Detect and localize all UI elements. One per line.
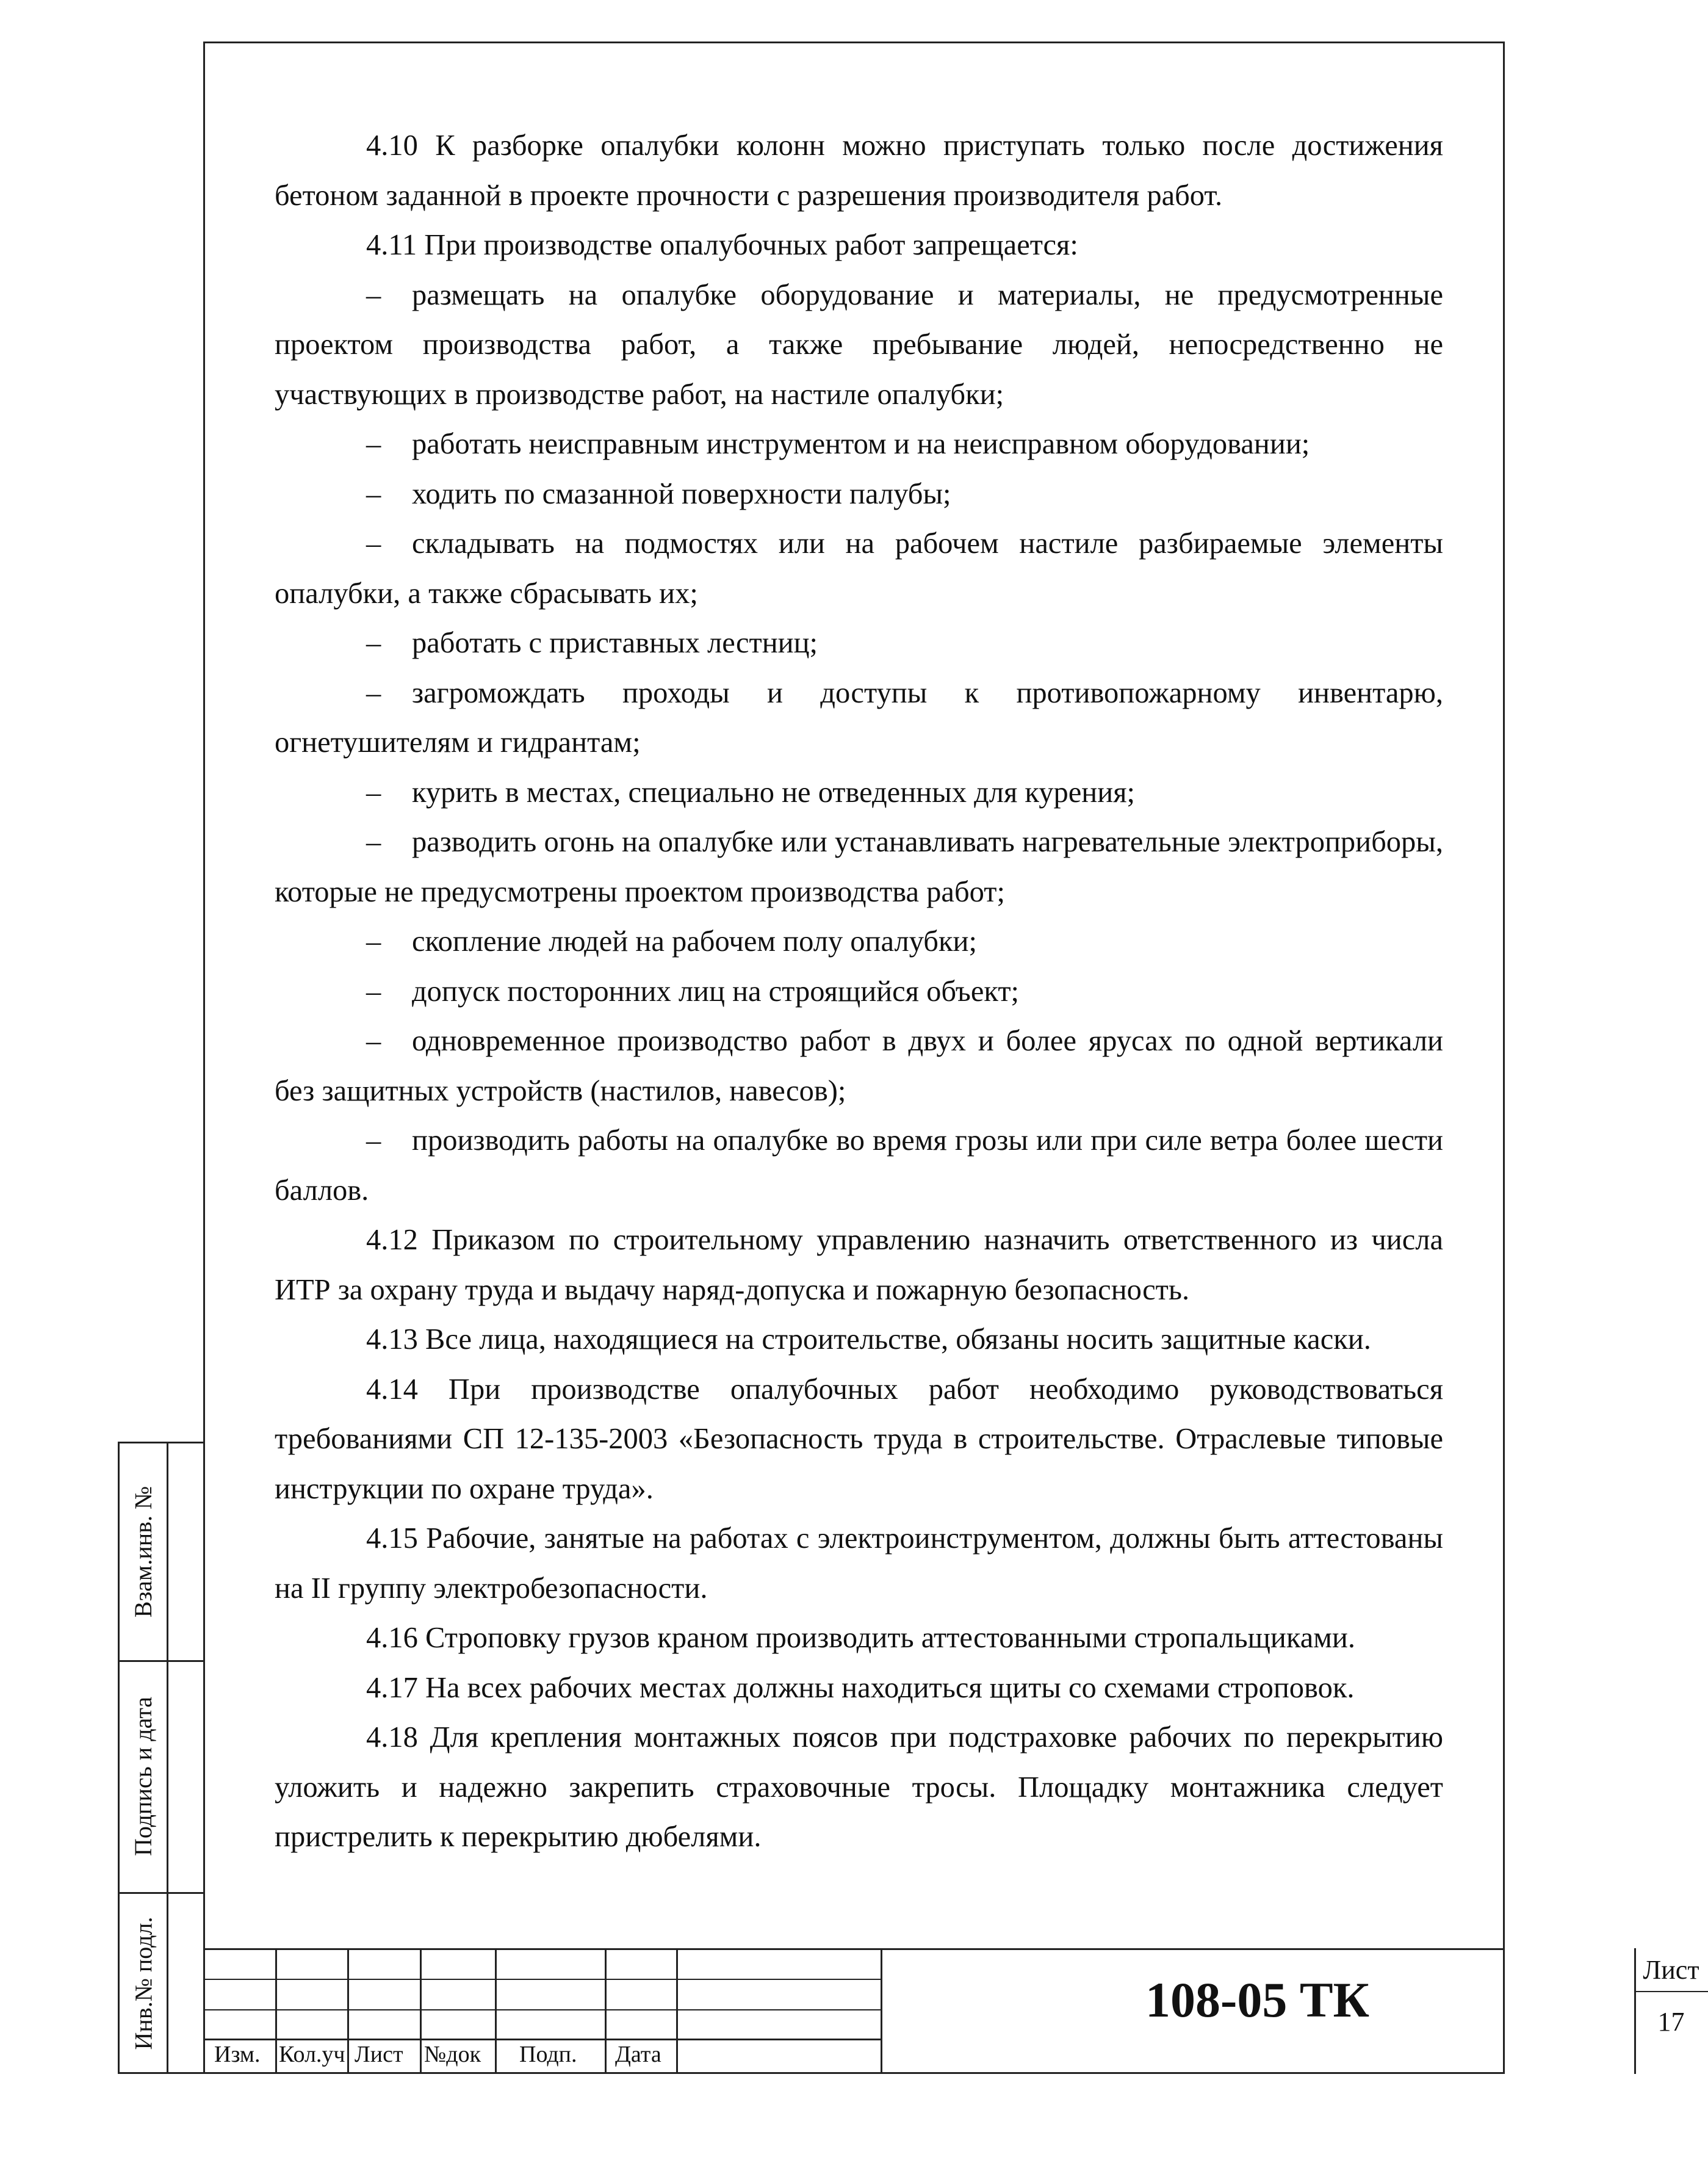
title-block-col-line xyxy=(495,1948,497,2074)
list-dash: – xyxy=(366,676,381,709)
sheet-label: Лист xyxy=(1643,1955,1699,1985)
paragraph xyxy=(275,1713,1443,1862)
title-block-col-line xyxy=(347,1948,349,2074)
list-item xyxy=(275,270,1443,420)
list-item xyxy=(275,917,1443,967)
paragraph-text: работать с приставных лестниц; xyxy=(412,627,818,659)
header-date: Дата xyxy=(615,2042,661,2067)
title-block-top-line xyxy=(203,1948,1505,1950)
list-item xyxy=(275,469,1443,519)
side-stamp-divider xyxy=(167,1442,168,2074)
list-item xyxy=(275,419,1443,469)
paragraph-text: 4.11 При производстве опалубочных работ запрещается: xyxy=(366,229,1078,261)
paragraph-text: скопление людей на рабочем полу опалубки; xyxy=(412,925,977,958)
side-stamp xyxy=(118,1442,205,2074)
list-dash: – xyxy=(366,1124,381,1157)
title-block-col-line xyxy=(275,1948,277,2074)
paragraph-text: загромождать проходы и доступы к противопожарному инвентарю, огнетушителям и гидрантам; xyxy=(275,676,1443,759)
inventory-no-label: Инв.№ подл. xyxy=(129,1916,157,2050)
paragraph-text: одновременное производство работ в двух и более ярусах по одной вертикали без защитных устройств (настилов, навесов); xyxy=(275,1025,1443,1107)
paragraph-text: 4.13 Все лица, находящиеся на строительстве, обязаны носить защитные каски. xyxy=(366,1323,1371,1356)
title-block xyxy=(203,1948,1699,2074)
list-item xyxy=(275,1116,1443,1215)
interchange-no-cell xyxy=(120,1443,167,1660)
title-block-col-line xyxy=(420,1948,422,2074)
list-dash: – xyxy=(366,975,381,1008)
header-signature: Подп. xyxy=(519,2042,577,2067)
paragraph-text: разводить огонь на опалубке или устанавливать нагревательные электроприборы, которые не предусмотрены проектом производства работ; xyxy=(275,826,1443,908)
paragraph-text: производить работы на опалубке во время грозы или при силе ветра более шести баллов. xyxy=(275,1124,1443,1207)
title-block-row-line xyxy=(203,1979,881,1980)
paragraph-text: складывать на подмостях или на рабочем настиле разбираемые элементы опалубки, а также сбрасывать их; xyxy=(275,527,1443,610)
list-dash: – xyxy=(366,826,381,858)
paragraph-text: 4.12 Приказом по строительному управлению назначить ответственного из числа ИТР за охрану труда и выдачу наряд-допуска и пожарную безопасность. xyxy=(275,1224,1443,1306)
header-change: Изм. xyxy=(214,2042,261,2067)
list-item xyxy=(275,668,1443,768)
paragraph-text: 4.14 При производстве опалубочных работ необходимо руководствоваться требованиями СП 12-135-2003 «Безопасность труда в строительстве. Отраслевые типовые инструкции по охране труда». xyxy=(275,1373,1443,1505)
list-dash: – xyxy=(366,627,381,659)
list-dash: – xyxy=(366,428,381,460)
paragraph xyxy=(275,121,1443,220)
list-item xyxy=(275,967,1443,1017)
list-item xyxy=(275,618,1443,668)
paragraph xyxy=(275,1613,1443,1663)
list-dash: – xyxy=(366,1025,381,1057)
list-item xyxy=(275,1016,1443,1116)
paragraph-text: ходить по смазанной поверхности палубы; xyxy=(412,477,951,510)
paragraph-text: работать неисправным инструментом и на неисправном оборудовании; xyxy=(412,428,1310,460)
title-block-col-line xyxy=(605,1948,607,2074)
title-block-row-line xyxy=(203,2039,881,2040)
paragraph xyxy=(275,220,1443,270)
paragraph-text: 4.15 Рабочие, занятые на работах с электроинструментом, должны быть аттестованы на II группу электробезопасности. xyxy=(275,1522,1443,1605)
paragraph-text: 4.17 На всех рабочих местах должны находиться щиты со схемами строповок. xyxy=(366,1671,1355,1704)
paragraph-text: допуск посторонних лиц на строящийся объект; xyxy=(412,975,1020,1008)
list-item xyxy=(275,817,1443,917)
paragraph-text: 4.16 Строповку грузов краном производить аттестованными стропальщиками. xyxy=(366,1622,1356,1654)
list-dash: – xyxy=(366,925,381,958)
interchange-no-label: Взам.инв. № xyxy=(129,1486,157,1618)
document-code: 108-05 ТК xyxy=(1145,1972,1369,2028)
list-item xyxy=(275,768,1443,818)
title-block-row-line xyxy=(203,2009,881,2010)
title-block-sheet-line xyxy=(1634,1991,1708,1992)
signature-date-cell xyxy=(120,1660,167,1892)
header-sheet: Лист xyxy=(355,2042,403,2067)
document-body xyxy=(275,121,1443,1862)
inventory-no-cell xyxy=(120,1892,167,2074)
paragraph xyxy=(275,1663,1443,1713)
paragraph xyxy=(275,1215,1443,1315)
list-dash: – xyxy=(366,278,381,311)
paragraph-text: 4.10 К разборке опалубки колонн можно приступать только после достижения бетоном заданной в проекте прочности с разрешения производителя работ. xyxy=(275,129,1443,212)
paragraph-text: 4.18 Для крепления монтажных поясов при подстраховке рабочих по перекрытию уложить и надежно закрепить страховочные тросы. Площадку монтажника следует пристрелить к перекрытию дюбелями. xyxy=(275,1721,1443,1853)
paragraph xyxy=(275,1514,1443,1613)
sheet-number: 17 xyxy=(1657,2007,1685,2037)
paragraph-text: курить в местах, специально не отведенных для курения; xyxy=(412,776,1135,809)
paragraph xyxy=(275,1315,1443,1365)
list-dash: – xyxy=(366,477,381,510)
list-dash: – xyxy=(366,527,381,560)
paragraph-text: размещать на опалубке оборудование и материалы, не предусмотренные проектом производства работ, а также пребывание людей, непосредственно не участвующих в производстве работ, на настиле опалубки; xyxy=(275,278,1443,411)
list-dash: – xyxy=(366,776,381,809)
header-doc-no: №док xyxy=(424,2042,481,2067)
title-block-col-line xyxy=(676,1948,678,2074)
list-item xyxy=(275,519,1443,618)
paragraph xyxy=(275,1365,1443,1514)
signature-date-label: Подпись и дата xyxy=(129,1696,157,1856)
header-count: Кол.уч xyxy=(279,2042,345,2067)
